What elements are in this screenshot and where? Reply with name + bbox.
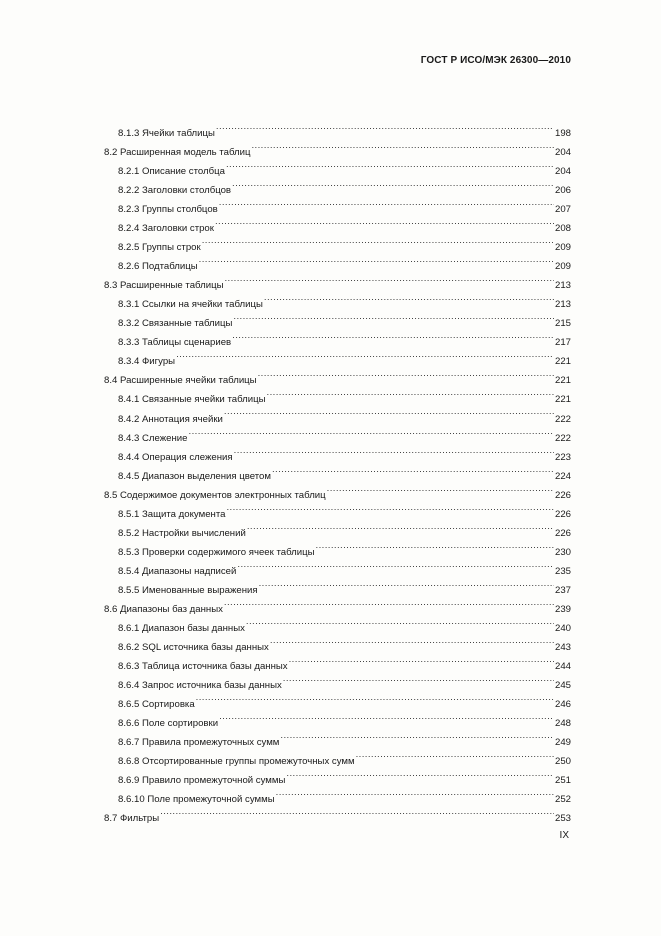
toc-entry-label: 8.3.4 Фигуры <box>118 356 176 368</box>
toc-entry-page: 222 <box>554 432 571 444</box>
toc-dot-leader <box>259 574 554 593</box>
toc-entry-label: 8.5.5 Именованные выражения <box>118 584 258 596</box>
document-header-title: ГОСТ Р ИСО/МЭК 26300—2010 <box>420 55 571 66</box>
toc-entry-page: 245 <box>554 679 571 691</box>
toc-dot-leader <box>219 707 554 726</box>
toc-dot-leader <box>276 783 554 802</box>
toc-dot-leader <box>280 726 554 745</box>
toc-entry-label: 8.5.2 Настройки вычислений <box>118 527 246 539</box>
toc-dot-leader <box>283 669 554 688</box>
toc-dot-leader <box>224 269 554 288</box>
toc-entry-page: 206 <box>554 185 571 197</box>
toc-dot-leader <box>316 536 554 555</box>
toc-entry-page: 226 <box>554 508 571 520</box>
toc-entry-label: 8.6.5 Сортировка <box>118 698 195 710</box>
toc-dot-leader <box>189 422 554 441</box>
toc-entry-page: 244 <box>554 660 571 672</box>
toc-entry-label: 8.4.3 Слежение <box>118 432 188 444</box>
toc-entry-page: 223 <box>554 451 571 463</box>
toc-dot-leader <box>224 593 554 612</box>
toc-entry-page: 249 <box>554 737 571 749</box>
toc-entry-page: 198 <box>554 128 571 140</box>
toc-entry-label: 8.6.1 Диапазон базы данных <box>118 622 245 634</box>
toc-entry-label: 8.6 Диапазоны баз данных <box>104 603 223 615</box>
toc-entry-label: 8.6.9 Правило промежуточной суммы <box>118 775 286 787</box>
toc-entry-page: 252 <box>554 794 571 806</box>
toc-entry-label: 8.2.1 Описание столбца <box>118 166 225 178</box>
toc-entry-page: 204 <box>554 147 571 159</box>
toc-dot-leader <box>289 650 554 669</box>
toc-dot-leader <box>356 745 554 764</box>
toc-entry-page: 239 <box>554 603 571 615</box>
toc-entry-page: 217 <box>554 337 571 349</box>
toc-entry[interactable] <box>104 117 571 140</box>
toc-entry-label: 8.3.1 Ссылки на ячейки таблицы <box>118 299 263 311</box>
toc-entry-label: 8.6.7 Правила промежуточных сумм <box>118 737 280 749</box>
toc-dot-leader <box>196 688 554 707</box>
toc-dot-leader <box>216 117 554 136</box>
toc-entry-page: 221 <box>554 394 571 406</box>
toc-dot-leader <box>232 174 554 193</box>
toc-entry-label: 8.4.4 Операция слежения <box>118 451 233 463</box>
toc-entry-label: 8.4 Расширенные ячейки таблицы <box>104 375 257 387</box>
toc-dot-leader <box>160 802 554 821</box>
toc-dot-leader <box>224 402 554 421</box>
toc-entry-page: 207 <box>554 204 571 216</box>
toc-entry-label: 8.3.2 Связанные таблицы <box>118 318 233 330</box>
toc-dot-leader <box>251 136 554 155</box>
toc-entry-label: 8.2.5 Группы строк <box>118 242 201 254</box>
toc-entry-page: 226 <box>554 489 571 501</box>
toc-dot-leader <box>234 441 554 460</box>
toc-dot-leader <box>199 250 554 269</box>
toc-entry-page: 209 <box>554 261 571 273</box>
toc-entry-page: 208 <box>554 223 571 235</box>
toc-dot-leader <box>327 479 554 498</box>
toc-entry-label: 8.6.4 Запрос источника базы данных <box>118 679 282 691</box>
toc-entry-page: 230 <box>554 546 571 558</box>
toc-dot-leader <box>219 193 554 212</box>
toc-entry-label: 8.6.2 SQL источника базы данных <box>118 641 269 653</box>
toc-entry-label: 8.3.3 Таблицы сценариев <box>118 337 232 349</box>
toc-entry-page: 246 <box>554 698 571 710</box>
toc-entry-label: 8.4.5 Диапазон выделения цветом <box>118 470 271 482</box>
toc-dot-leader <box>267 383 554 402</box>
page-number: IX <box>559 830 569 841</box>
toc-entry-label: 8.2 Расширенная модель таблиц <box>104 147 251 159</box>
toc-dot-leader <box>247 517 554 536</box>
toc-entry-page: 221 <box>554 375 571 387</box>
toc-dot-leader <box>264 288 554 307</box>
toc-entry-page: 224 <box>554 470 571 482</box>
toc-dot-leader <box>226 498 554 517</box>
toc-entry-page: 237 <box>554 584 571 596</box>
toc-entry-label: 8.2.2 Заголовки столбцов <box>118 185 232 197</box>
toc-dot-leader <box>215 212 554 231</box>
toc-dot-leader <box>272 460 554 479</box>
toc-dot-leader <box>270 631 554 650</box>
toc-entry-page: 213 <box>554 280 571 292</box>
toc-dot-leader <box>258 364 554 383</box>
toc-entry-page: 251 <box>554 775 571 787</box>
toc-entry-page: 243 <box>554 641 571 653</box>
table-of-contents <box>104 117 571 825</box>
toc-dot-leader <box>237 555 554 574</box>
toc-entry-label: 8.5.1 Защита документа <box>118 508 226 520</box>
toc-entry-page: 253 <box>554 813 571 825</box>
toc-dot-leader <box>233 307 554 326</box>
toc-entry-label: 8.5.4 Диапазоны надписей <box>118 565 237 577</box>
toc-dot-leader <box>232 326 554 345</box>
toc-dot-leader <box>176 345 554 364</box>
toc-dot-leader <box>246 612 554 631</box>
toc-entry-label: 8.4.2 Аннотация ячейки <box>118 413 223 425</box>
toc-entry-label: 8.6.6 Поле сортировки <box>118 718 219 729</box>
toc-dot-leader <box>286 764 554 783</box>
toc-entry-label: 8.5.3 Проверки содержимого ячеек таблицы <box>118 546 315 558</box>
toc-dot-leader <box>226 155 554 174</box>
toc-entry-page: 204 <box>554 166 571 178</box>
toc-entry-label: 8.2.4 Заголовки строк <box>118 223 214 235</box>
toc-entry-label: 8.6.10 Поле промежуточной суммы <box>118 794 275 806</box>
toc-entry[interactable] <box>104 802 571 825</box>
toc-dot-leader <box>202 231 554 250</box>
toc-entry-label: 8.2.6 Подтаблицы <box>118 261 198 273</box>
toc-entry-label: 8.4.1 Связанные ячейки таблицы <box>118 394 266 406</box>
toc-entry-page: 215 <box>554 318 571 330</box>
toc-entry-page: 240 <box>554 622 571 634</box>
toc-entry-page: 226 <box>554 527 571 539</box>
toc-entry-label: 8.7 Фильтры <box>104 813 160 825</box>
toc-entry-label: 8.6.8 Отсортированные группы промежуточных сумм <box>118 756 355 768</box>
toc-entry-page: 222 <box>554 413 571 425</box>
toc-entry-page: 209 <box>554 242 571 254</box>
toc-entry-page: 221 <box>554 356 571 368</box>
toc-entry-label: 8.6.3 Таблица источника базы данных <box>118 660 288 672</box>
toc-entry-page: 235 <box>554 565 571 577</box>
toc-entry-label: 8.3 Расширенные таблицы <box>104 280 224 292</box>
toc-entry-label: 8.5 Содержимое документов электронных таблиц <box>104 489 326 501</box>
toc-entry-page: 213 <box>554 299 571 311</box>
toc-entry-page: 248 <box>554 718 571 729</box>
toc-entry-label: 8.2.3 Группы столбцов <box>118 204 218 216</box>
toc-entry-page: 250 <box>554 756 571 768</box>
toc-entry-label: 8.1.3 Ячейки таблицы <box>118 128 215 140</box>
